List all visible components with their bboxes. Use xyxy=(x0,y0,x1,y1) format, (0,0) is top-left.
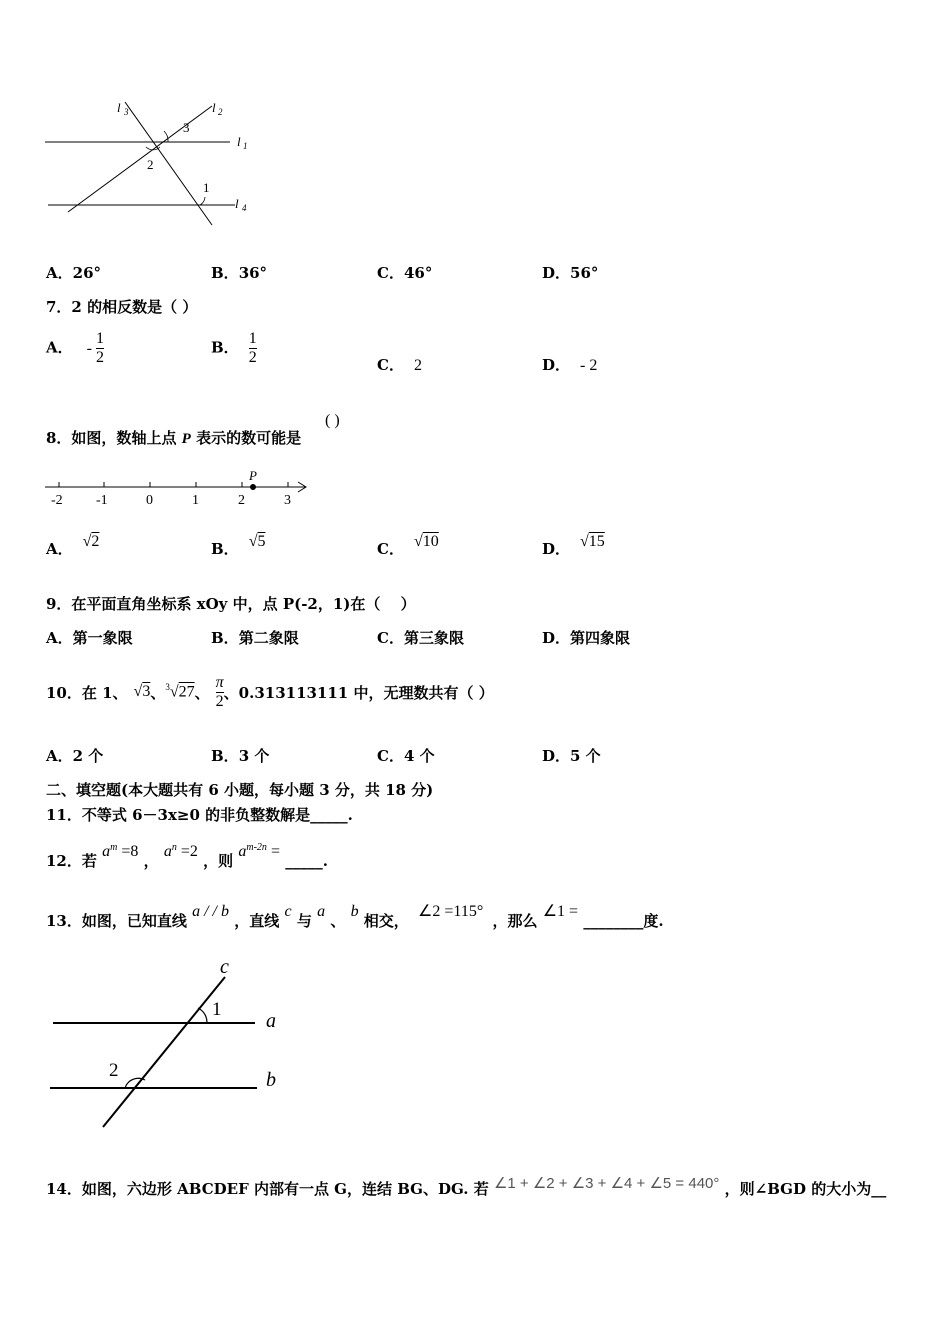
q8-option-d[interactable]: D． √15 xyxy=(542,533,605,558)
point-p xyxy=(250,484,256,490)
figure-parallel-lines-q6 xyxy=(40,90,270,230)
q7-option-b[interactable]: B． $\frac{1}{2}$ xyxy=(211,330,257,366)
q8-option-c[interactable]: C． √10 xyxy=(377,533,439,558)
q8-option-a[interactable]: A． √2 xyxy=(46,533,100,558)
q9-option-b[interactable]: B．第二象限 xyxy=(211,629,299,647)
tick-label: 1 xyxy=(192,493,199,508)
q7-option-d[interactable]: D． - 2 xyxy=(542,356,598,374)
q6-option-d[interactable]: D．56° xyxy=(542,264,599,282)
q9-option-c[interactable]: C．第三象限 xyxy=(377,629,464,647)
q7-stem: 7．2 的相反数是（ ） xyxy=(46,298,198,316)
angle-2-label: 2 xyxy=(147,157,154,172)
angle-1-label: 1 xyxy=(203,180,210,195)
q10-option-a[interactable]: A．2 个 xyxy=(46,747,104,765)
q7-option-a[interactable]: A． - $\frac{1}{2}$ xyxy=(46,330,104,366)
svg-text:3: 3 xyxy=(124,107,129,117)
label-l3: l xyxy=(117,100,121,115)
svg-text:1: 1 xyxy=(243,141,248,151)
q12-stem: 12．若 $a^m =8$ ， $a^n =2$ ，则 $a^{m-2n}$ = _____. xyxy=(46,842,328,870)
label-l4: l xyxy=(235,196,239,211)
tick-label: 3 xyxy=(284,493,291,508)
tick-label: 2 xyxy=(238,493,245,508)
label-b: b xyxy=(266,1069,276,1091)
point-p-label: P xyxy=(249,468,257,483)
q13-stem: 13．如图，已知直线 a / / b ，直线 c 与 a 、 b 相交， ∠2 =115° ，那么 ∠1 = ________度. xyxy=(46,903,664,930)
angle-2-label: 2 xyxy=(109,1060,119,1081)
q10-stem: 10．在 1、 √3 、 $^3$√27 、 $\frac{\pi}{2}$ 、0.313113111 中，无理数共有（ ） xyxy=(46,673,494,710)
q14-stem: 14．如图，六边形 ABCDEF 内部有一点 G，连结 BG、DG. 若 ∠1 + ∠2 + ∠3 + ∠4 + ∠5 = 440° ，则∠BGD 的大小为__ xyxy=(46,1175,887,1198)
label-l1: l xyxy=(237,134,241,149)
q10-option-d[interactable]: D．5 个 xyxy=(542,747,601,765)
tick-label: 0 xyxy=(146,493,153,508)
figure-parallel-lines-q13 xyxy=(45,955,295,1135)
q8-option-b[interactable]: B． √5 xyxy=(211,533,266,558)
angle-1-label: 1 xyxy=(212,999,222,1020)
angle-3-label: 3 xyxy=(183,120,190,135)
q9-option-a[interactable]: A．第一象限 xyxy=(46,629,133,647)
q8-answer-paren: ( ) xyxy=(325,412,340,429)
q6-option-c[interactable]: C．46° xyxy=(377,264,433,282)
label-a: a xyxy=(266,1010,276,1032)
number-line-q8 xyxy=(40,465,320,510)
q10-option-c[interactable]: C．4 个 xyxy=(377,747,435,765)
label-l2: l xyxy=(212,100,216,115)
q6-option-a[interactable]: A．26° xyxy=(46,264,102,282)
q7-option-c[interactable]: C． 2 xyxy=(377,356,422,374)
q9-option-d[interactable]: D．第四象限 xyxy=(542,629,631,647)
q6-option-b[interactable]: B．36° xyxy=(211,264,268,282)
q8-stem: 8．如图，数轴上点 P 表示的数可能是 xyxy=(46,429,302,447)
q11-stem: 11．不等式 6－3x≥0 的非负整数解是_____. xyxy=(46,806,353,824)
svg-text:2: 2 xyxy=(218,107,223,117)
svg-text:4: 4 xyxy=(242,203,247,213)
label-c: c xyxy=(220,956,229,978)
tick-label: -1 xyxy=(96,493,108,508)
q9-stem: 9．在平面直角坐标系 xOy 中，点 P(-2，1)在（ ） xyxy=(46,595,416,613)
section-heading-fill-in: 二、填空题(本大题共有 6 小题，每小题 3 分，共 18 分) xyxy=(46,781,434,799)
tick-label: -2 xyxy=(51,493,63,508)
q10-option-b[interactable]: B．3 个 xyxy=(211,747,270,765)
